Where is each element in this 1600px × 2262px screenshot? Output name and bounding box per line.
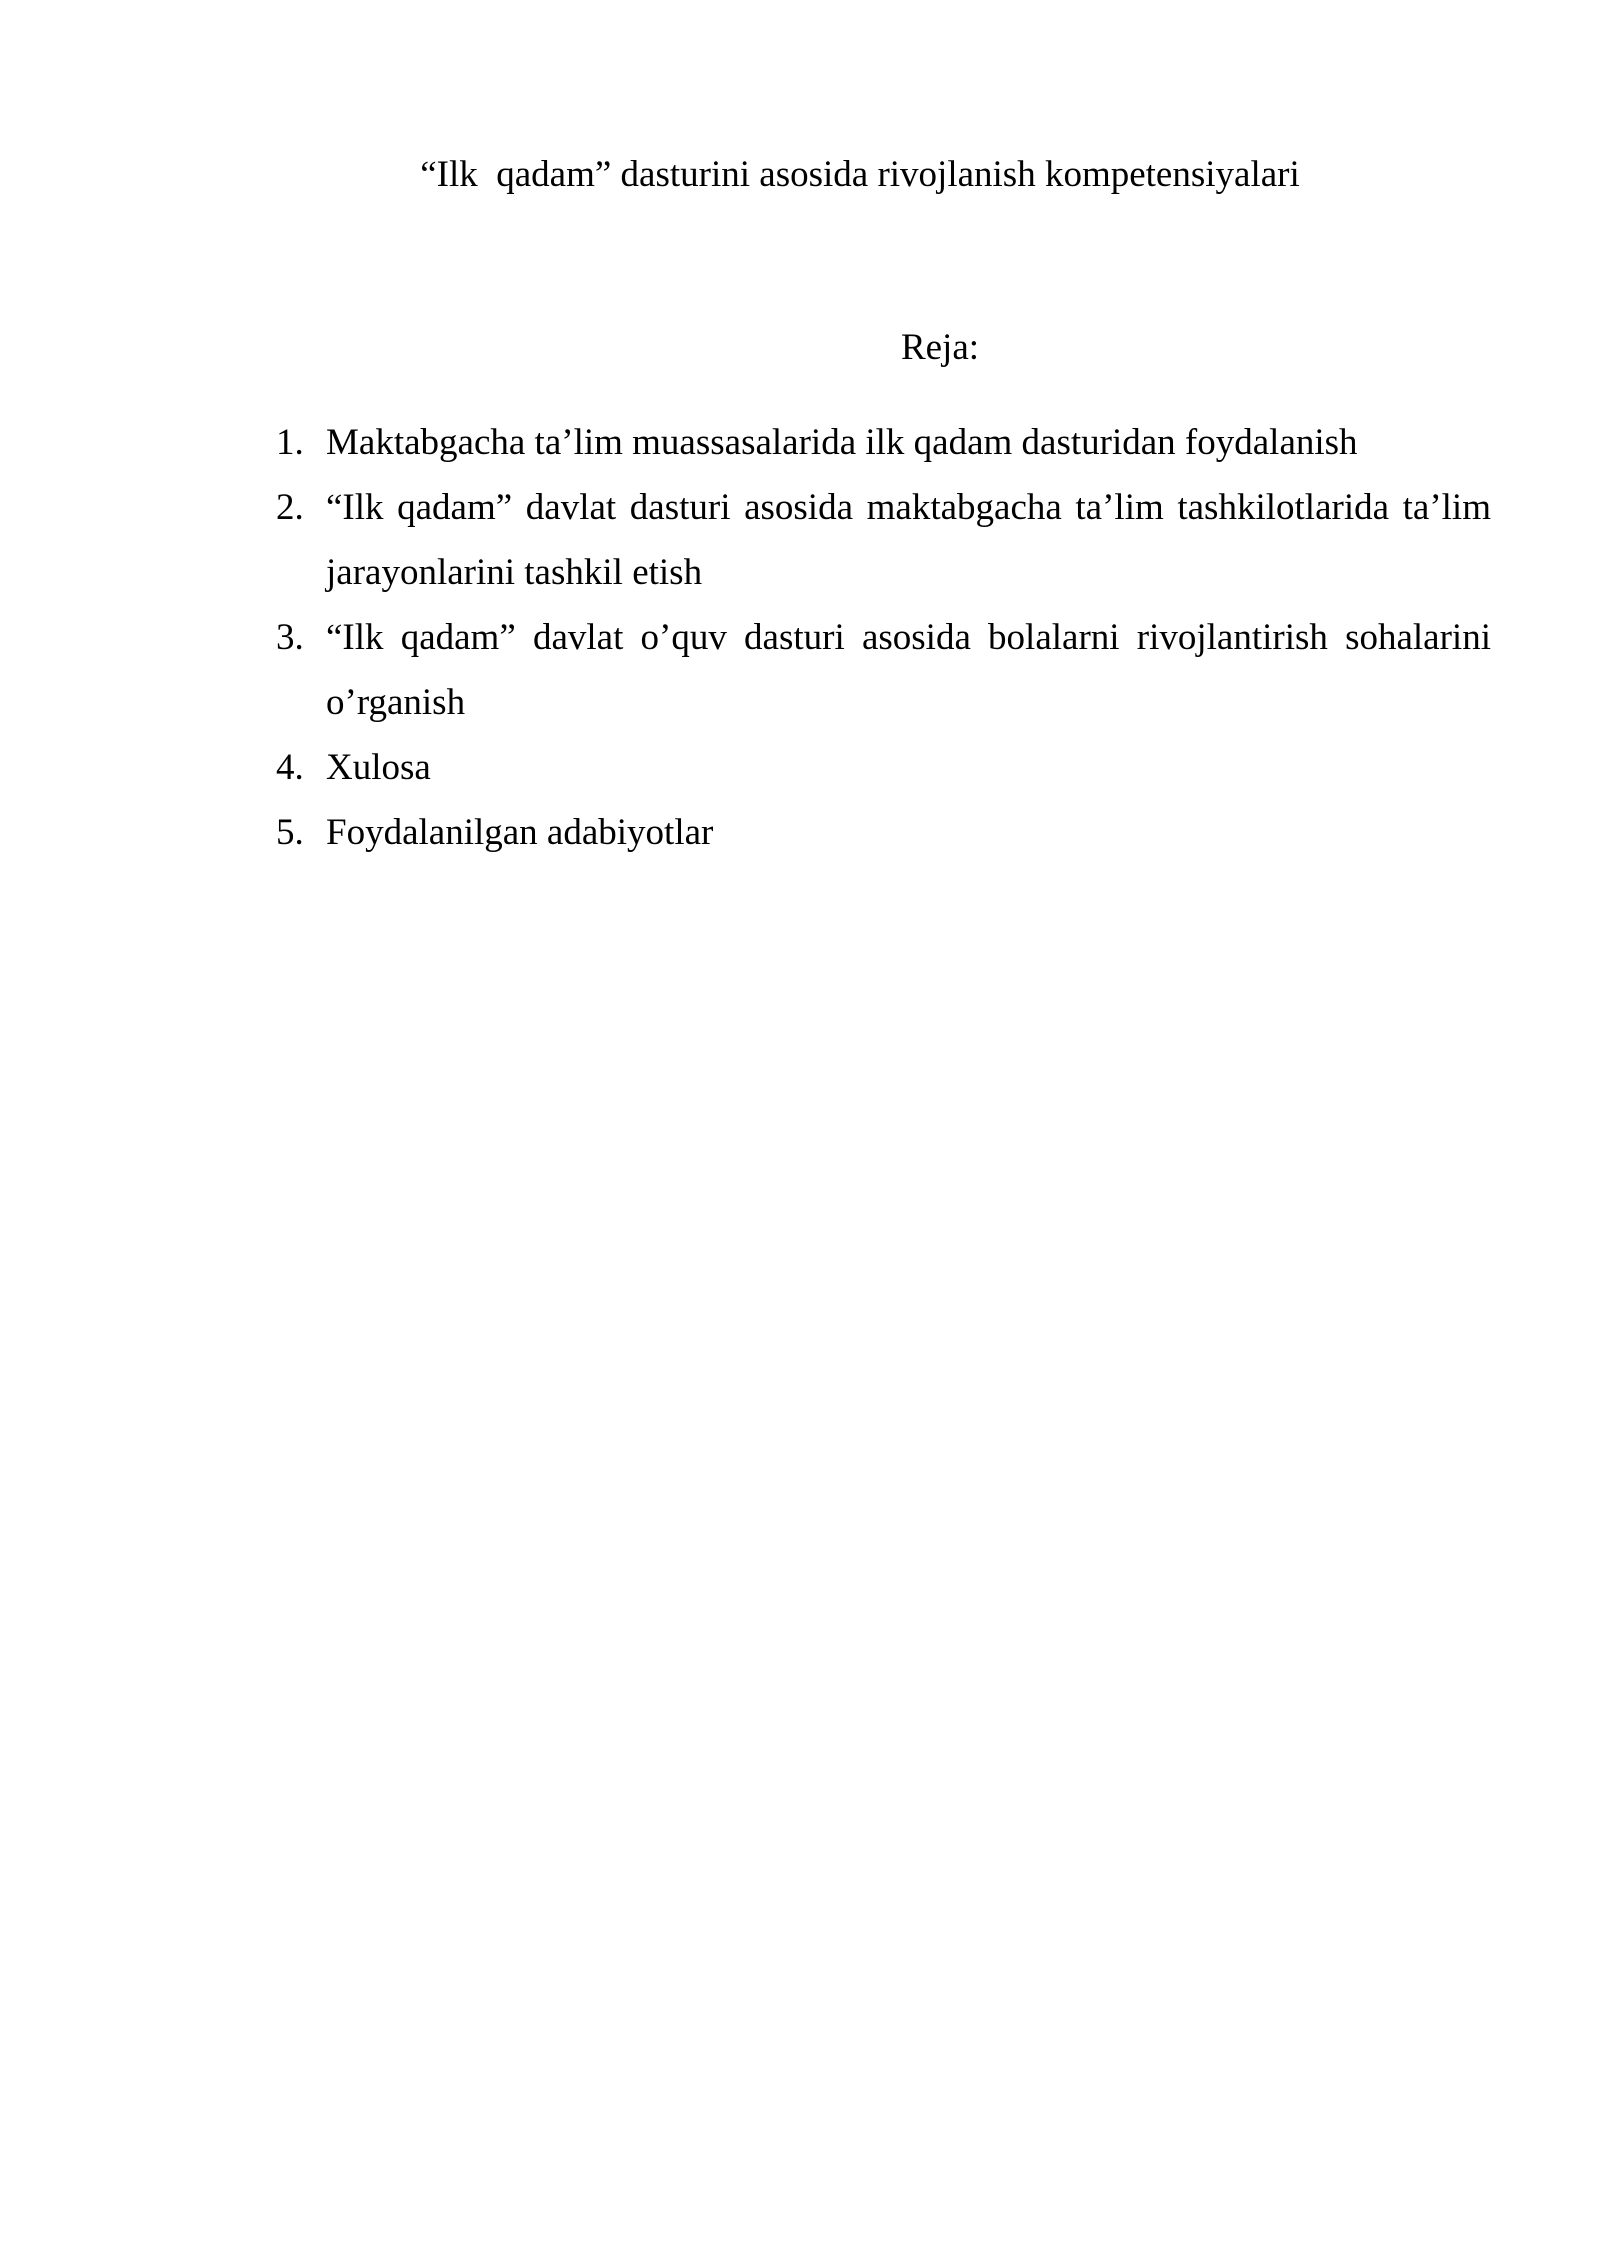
document-title: “Ilk qadam” dasturini asosida rivojlanish kompetensiyalari [420, 154, 1300, 195]
plan-item-text: Xulosa [326, 747, 431, 788]
plan-item-number: 5. [276, 812, 304, 853]
plan-item-text: Foydalanilgan adabiyotlar [326, 812, 714, 853]
plan-list [276, 410, 1491, 865]
plan-item-number: 4. [276, 747, 304, 788]
plan-item-text: Maktabgacha ta’lim muassasalarida ilk qadam dasturidan foydalanish [326, 422, 1358, 463]
plan-item [276, 800, 1491, 865]
plan-item-number: 2. [276, 487, 304, 528]
plan-item-number: 1. [276, 422, 304, 463]
plan-item [276, 735, 1491, 800]
plan-item-number: 3. [276, 617, 304, 658]
plan-item [276, 605, 1491, 735]
plan-item-text: “Ilk qadam” davlat dasturi asosida maktabgacha ta’lim tashkilotlarida ta’lim jarayonlarini tashkil etish [326, 487, 1491, 593]
plan-item-text: “Ilk qadam” davlat o’quv dasturi asosida bolalarni rivojlantirish sohalarini o’rganish [326, 617, 1491, 723]
plan-item [276, 410, 1491, 475]
plan-item [276, 475, 1491, 605]
plan-heading: Reja: [900, 327, 980, 368]
